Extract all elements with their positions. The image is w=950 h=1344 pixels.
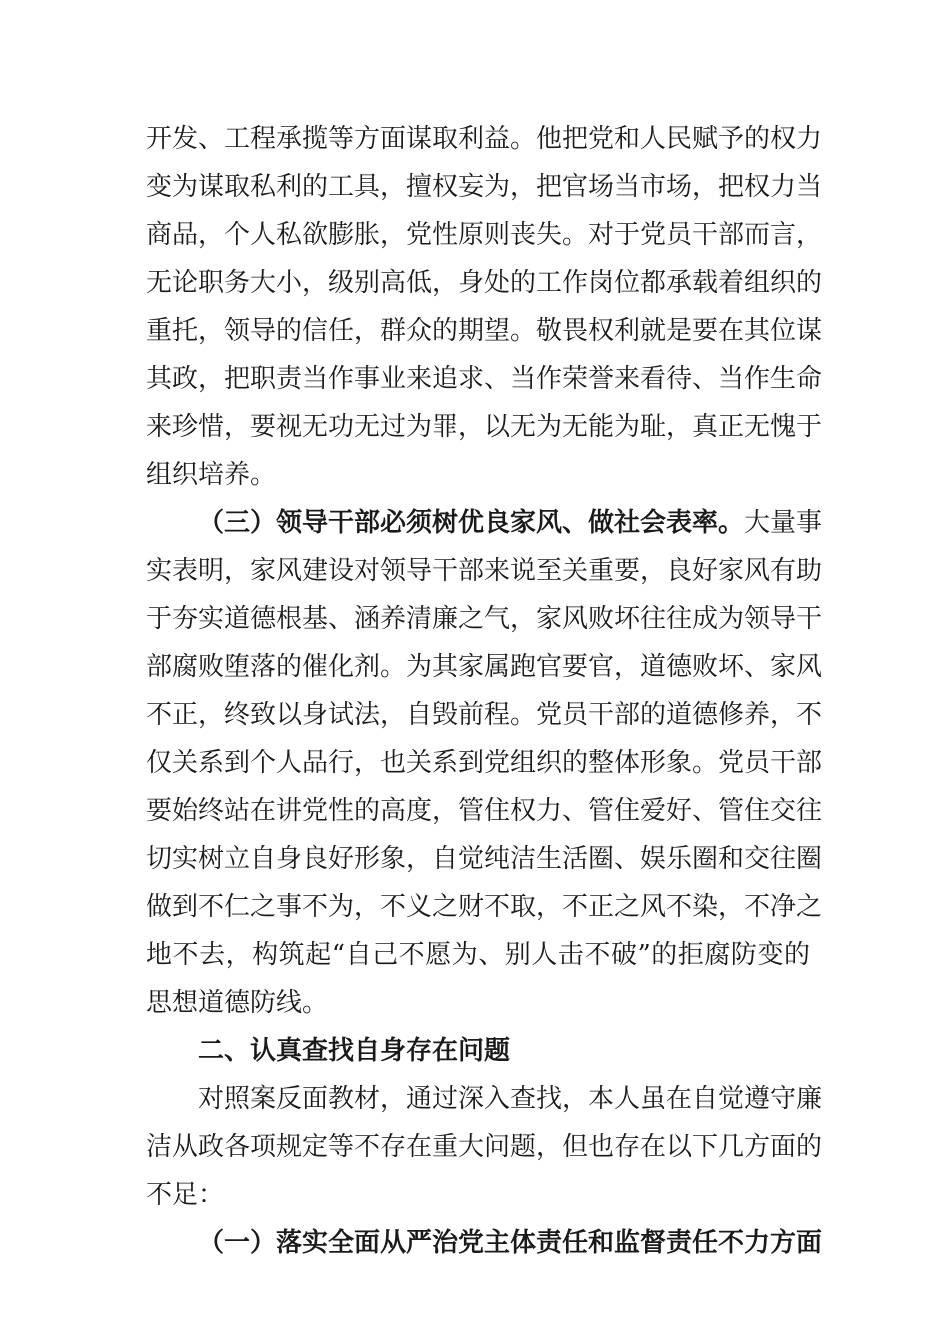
section-heading: 二、认真查找自身存在问题 [198,1036,511,1066]
body-text-line: 对照案反面教材，通过深入查找，本人虽在自觉遵守廉 [198,1084,823,1114]
body-text-line: 商品，个人私欲膨胀，党性原则丧失。对于党员干部而言， [146,220,823,250]
body-text-line: 其政，把职责当作事业来追求、当作荣誉来看待、当作生命 [146,364,823,394]
body-text-line: 无论职务大小，级别高低，身处的工作岗位都承载着组织的 [146,268,823,298]
body-text-line: 变为谋取私利的工具，擅权妄为，把官场当市场，把权力当 [146,172,823,202]
body-text-line: 开发、工程承揽等方面谋取利益。他把党和人民赋予的权力 [146,124,823,154]
body-text-fragment: 大量事 [744,508,823,538]
body-text-line: 重托，领导的信任，群众的期望。敬畏权利就是要在其位谋 [146,316,823,346]
body-text-line: 部腐败堕落的催化剂。为其家属跑官要官，道德败坏、家风 [146,652,823,682]
body-text-line: 组织培养。 [146,460,277,490]
body-text-line: 洁从政各项规定等不存在重大问题，但也存在以下几方面的 [146,1132,823,1162]
body-text-line: 实表明，家风建设对领导干部来说至关重要，良好家风有助 [146,556,823,586]
body-text-line: 切实树立自身良好形象，自觉纯洁生活圈、娱乐圈和交往圈 [146,844,823,874]
subsection-heading: （一）落实全面从严治党主体责任和监督责任不力方面 [198,1228,823,1258]
body-text-line: 不足： [146,1180,225,1210]
body-text-line: 于夯实道德根基、涵养清廉之气，家风败坏往往成为领导干 [146,604,823,634]
body-text-line: 仅关系到个人品行，也关系到党组织的整体形象。党员干部 [146,748,823,778]
body-text-line: 来珍惜，要视无功无过为罪，以无为无能为耻，真正无愧于 [146,412,823,442]
body-text-line: 不正，终致以身试法，自毁前程。党员干部的道德修养，不 [146,700,823,730]
paragraph-lead-line [198,503,823,543]
body-text-line: 地不去，构筑起“自己不愿为、别人击不破”的拒腐防变的 [146,940,810,970]
body-text-line: 做到不仁之事不为，不义之财不取，不正之风不染，不净之 [146,892,823,922]
subsection-heading: （三）领导干部必须树优良家风、做社会表率。 [198,508,745,538]
body-text-line: 思想道德防线。 [146,988,329,1018]
body-text-line: 要始终站在讲党性的高度，管住权力、管住爱好、管住交往 [146,796,823,826]
